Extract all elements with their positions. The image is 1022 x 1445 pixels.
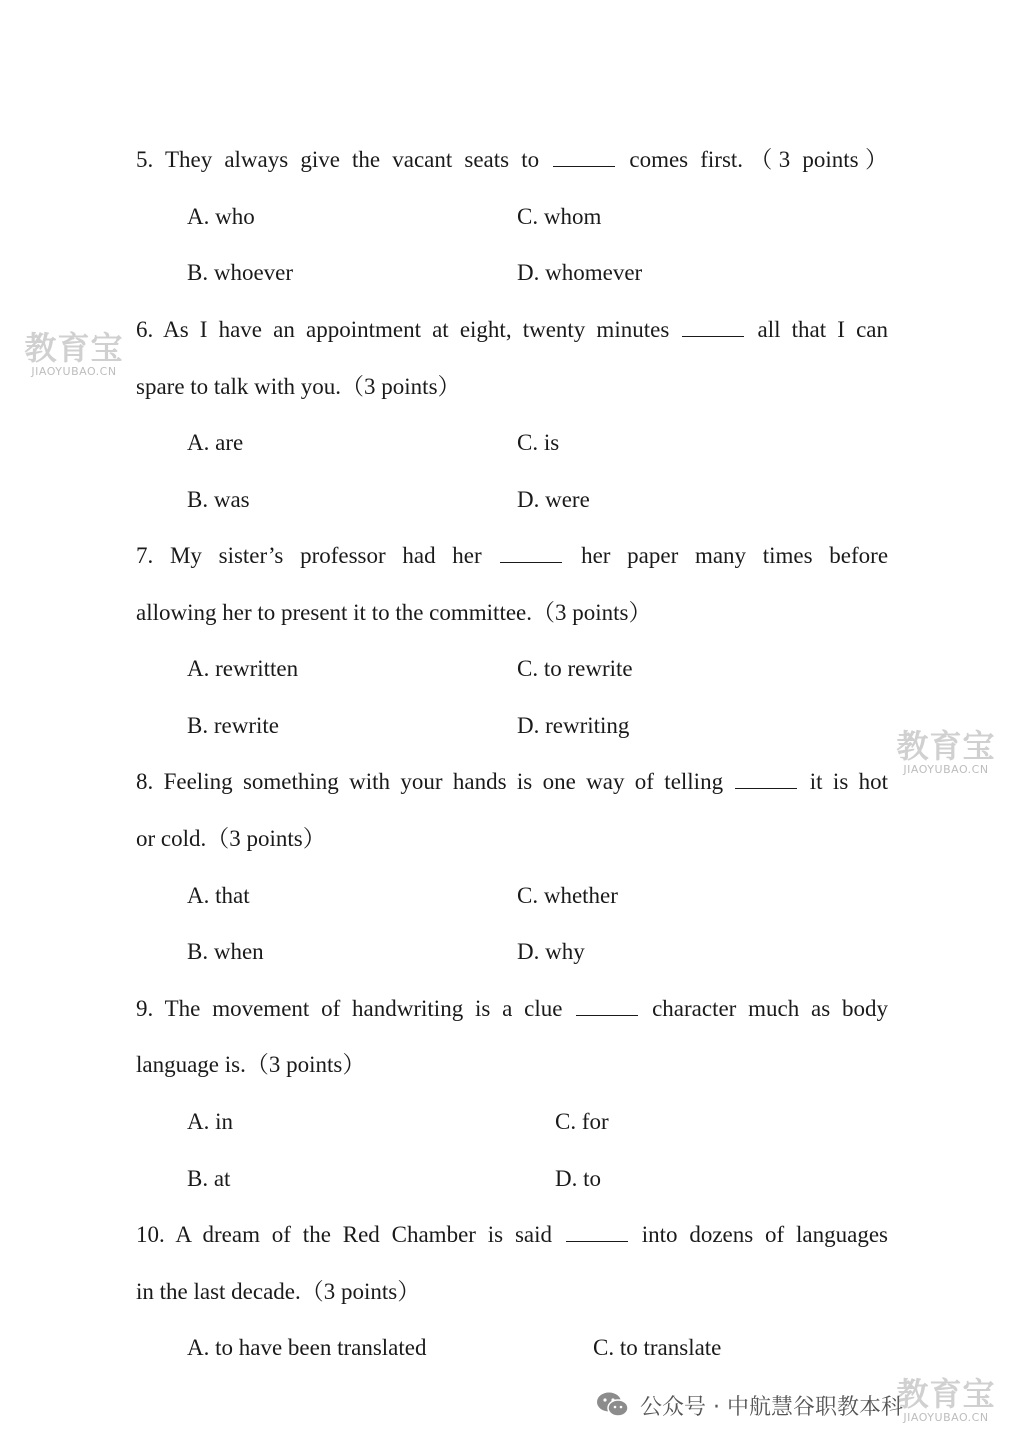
question-6-option-a: A. are (187, 430, 244, 455)
question-7-option-a: A. rewritten (187, 656, 299, 681)
question-5-stem: 5. They always give the vacant seats to comes first.（3 points） (136, 147, 888, 172)
question-5-option-a: A. who (187, 204, 255, 229)
question-10-option-c: C. to translate (593, 1335, 722, 1360)
answer-blank (735, 768, 797, 789)
wechat-icon (596, 1391, 630, 1419)
question-5-option-d: D. whomever (517, 260, 643, 285)
question-6-option-d: D. were (517, 487, 590, 512)
question-8-option-d: D. why (517, 939, 585, 964)
question-8-option-a: A. that (187, 883, 250, 908)
question-9-stem-continued: language is.（3 points） (136, 1052, 366, 1077)
question-8-stem: 8. Feeling something with your hands is one way of telling it is hot (136, 769, 889, 794)
question-7-stem-continued: allowing her to present it to the committee.（3 points） (136, 600, 652, 625)
question-6-stem-continued: spare to talk with you.（3 points） (136, 374, 461, 399)
question-7-option-b: B. rewrite (187, 713, 279, 738)
footer-account (596, 1388, 903, 1422)
question-9-option-c: C. for (555, 1109, 609, 1134)
watermark-logo-en: JIAOYUBAO.CN (903, 1411, 989, 1424)
question-8-option-b: B. when (187, 939, 264, 964)
watermark-logo-en: JIAOYUBAO.CN (31, 365, 117, 378)
answer-blank (682, 316, 744, 337)
footer-text: 公众号 · 中航慧谷职教本科 (640, 1394, 903, 1420)
question-10-stem: 10. A dream of the Red Chamber is said into dozens of languages (136, 1222, 888, 1247)
question-8-option-c: C. whether (517, 883, 618, 908)
question-9-option-a: A. in (187, 1109, 233, 1134)
watermark-logo (890, 728, 1002, 776)
question-9-stem: 9. The movement of handwriting is a clue character much as body (136, 996, 889, 1021)
question-5-option-c: C. whom (517, 204, 602, 229)
watermark-logo (890, 1376, 1002, 1424)
question-7-option-d: D. rewriting (517, 713, 630, 738)
question-10-option-a: A. to have been translated (187, 1335, 427, 1360)
question-9-option-d: D. to (555, 1166, 601, 1191)
watermark-logo-cn: 教育宝 (896, 1375, 996, 1413)
question-5-option-b: B. whoever (187, 260, 294, 285)
answer-blank (576, 995, 638, 1016)
question-6-option-c: C. is (517, 430, 560, 455)
answer-blank (566, 1221, 628, 1242)
watermark-logo-en: JIAOYUBAO.CN (903, 763, 989, 776)
question-7-stem: 7. My sister’s professor had her her paper many times before (136, 543, 889, 568)
question-6-option-b: B. was (187, 487, 250, 512)
question-7-option-c: C. to rewrite (517, 656, 633, 681)
watermark-logo (18, 330, 130, 378)
answer-blank (500, 542, 562, 563)
question-6-stem: 6. As I have an appointment at eight, twenty minutes all that I can (136, 317, 888, 342)
watermark-logo-cn: 教育宝 (24, 329, 124, 367)
question-9-option-b: B. at (187, 1166, 231, 1191)
question-10-stem-continued: in the last decade.（3 points） (136, 1279, 421, 1304)
answer-blank (553, 146, 615, 167)
watermark-logo-cn: 教育宝 (896, 727, 996, 765)
question-8-stem-continued: or cold.（3 points） (136, 826, 326, 851)
